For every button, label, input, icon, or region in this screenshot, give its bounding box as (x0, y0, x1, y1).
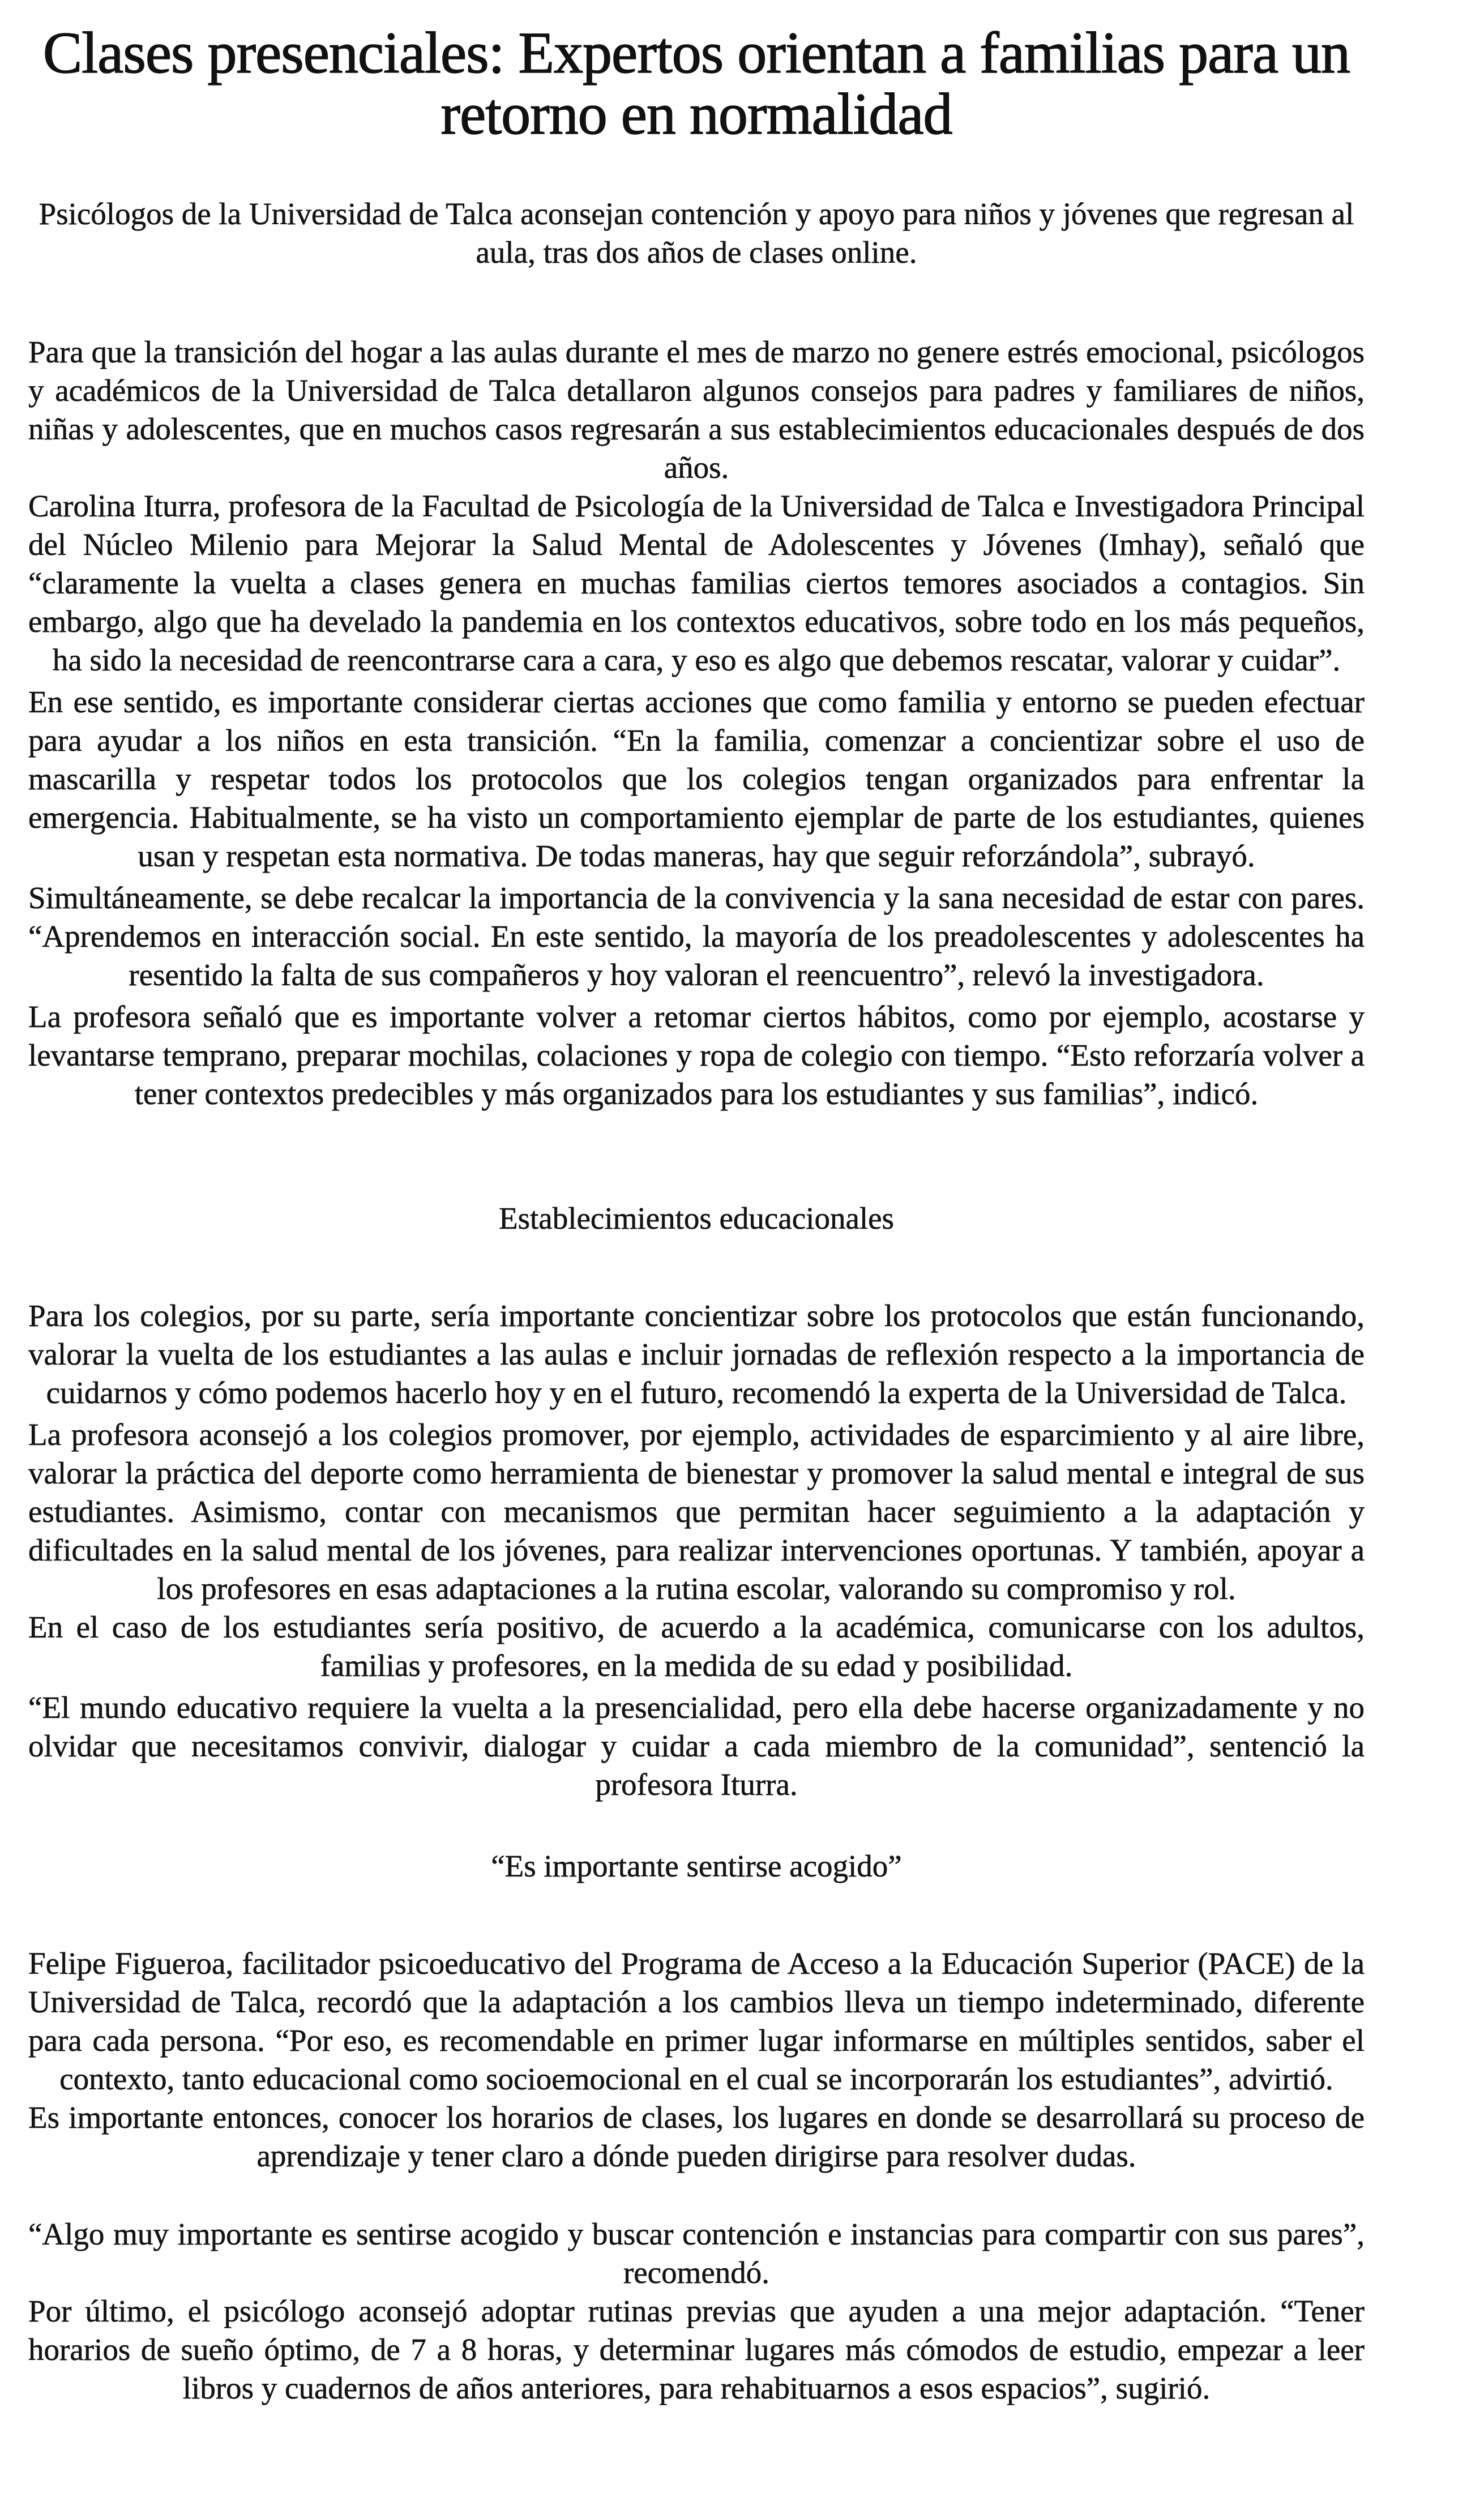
paragraph: Es importante entonces, conocer los horarios de clases, los lugares en donde se desarrollará su proceso de aprendizaje y tener claro a dónde pueden dirigirse para resolver dudas. (28, 2100, 1365, 2173)
article-lead: Psicólogos de la Universidad de Talca aconsejan contención y apoyo para niños y jóvenes que regresan al aula, tras dos años de clases online. (39, 196, 1354, 270)
paragraph: Felipe Figueroa, facilitador psicoeducativo del Programa de Acceso a la Educación Superior (PACE) de la Universidad de Talca, recordó que la adaptación a los cambios lleva un tiempo indeterminado, diferente para cada persona. “Por eso, es recomendable en primer lugar informarse en múltiples sentidos, saber el contexto, tanto educacional como socioemocional en el cual se incorporarán los estudiantes”, advirtió. (28, 1946, 1365, 2096)
paragraph: Simultáneamente, se debe recalcar la importancia de la convivencia y la sana necesidad de estar con pares. “Aprendemos en interacción social. En este sentido, la mayoría de los preadolescentes y adolescentes ha resentido la falta de sus compañeros y hoy valoran el reencuentro”, relevó la investigadora. (28, 880, 1365, 992)
paragraph: “Algo muy importante es sentirse acogido y buscar contención e instancias para compartir con sus pares”, recomendó. (28, 2217, 1365, 2290)
section-heading-establecimientos: Establecimientos educacionales (499, 1201, 894, 1235)
paragraph: Para los colegios, por su parte, sería importante concientizar sobre los protocolos que están funcionando, valorar la vuelta de los estudiantes a las aulas e incluir jornadas de reflexión respecto a la importancia de cuidarnos y cómo podemos hacerlo hoy y en el futuro, recomendó la experta de la Universidad de Talca. (28, 1298, 1365, 1410)
paragraph: La profesora señaló que es importante volver a retomar ciertos hábitos, como por ejemplo, acostarse y levantarse temprano, preparar mochilas, colaciones y ropa de colegio con tiempo. “Esto reforzaría volver a tener contextos predecibles y más organizados para los estudiantes y sus familias”, indicó. (28, 999, 1365, 1111)
section-establecimientos (28, 1297, 1365, 1804)
article-title: Clases presenciales: Expertos orientan a familias para un retorno en normalidad (42, 20, 1350, 147)
section-acogido (28, 1944, 1365, 2408)
paragraph: Carolina Iturra, profesora de la Facultad de Psicología de la Universidad de Talca e Investigadora Principal del Núcleo Milenio para Mejorar la Salud Mental de Adolescentes y Jóvenes (Imhay), señaló que “claramente la vuelta a clases genera en muchas familias ciertos temores asociados a contagios. Sin embargo, algo que ha develado la pandemia en los contextos educativos, sobre todo en los más pequeños, ha sido la necesidad de reencontrarse cara a cara, y eso es algo que debemos rescatar, valorar y cuidar”. (28, 489, 1365, 677)
paragraph: “El mundo educativo requiere la vuelta a la presencialidad, pero ella debe hacerse organizadamente y no olvidar que necesitamos convivir, dialogar y cuidar a cada miembro de la comunidad”, sentenció la profesora Iturra. (28, 1690, 1365, 1802)
paragraph: En ese sentido, es importante considerar ciertas acciones que como familia y entorno se pueden efectuar para ayudar a los niños en esta transición. “En la familia, comenzar a concientizar sobre el uso de mascarilla y respetar todos los protocolos que los colegios tengan organizados para enfrentar la emergencia. Habitualmente, se ha visto un comportamiento ejemplar de parte de los estudiantes, quienes usan y respetan esta normativa. De todas maneras, hay que seguir reforzándola”, subrayó. (28, 685, 1365, 873)
paragraph: En el caso de los estudiantes sería positivo, de acuerdo a la académica, comunicarse con los adultos, familias y profesores, en la medida de su edad y posibilidad. (28, 1610, 1365, 1683)
section-intro (28, 333, 1365, 1113)
section-heading-acogido: “Es importante sentirse acogido” (491, 1849, 902, 1883)
paragraph: Por último, el psicólogo aconsejó adoptar rutinas previas que ayuden a una mejor adaptación. “Tener horarios de sueño óptimo, de 7 a 8 horas, y determinar lugares más cómodos de estudio, empezar a leer libros y cuadernos de años anteriores, para rehabituarnos a esos espacios”, sugirió. (28, 2294, 1365, 2405)
paragraph: Para que la transición del hogar a las aulas durante el mes de marzo no genere estrés emocional, psicólogos y académicos de la Universidad de Talca detallaron algunos consejos para padres y familiares de niños, niñas y adolescentes, que en muchos casos regresarán a sus establecimientos educacionales después de dos años. (28, 335, 1365, 485)
article (28, 20, 1365, 2408)
paragraph: La profesora aconsejó a los colegios promover, por ejemplo, actividades de esparcimiento y al aire libre, valorar la práctica del deporte como herramienta de bienestar y promover la salud mental e integral de sus estudiantes. Asimismo, contar con mecanismos que permitan hacer seguimiento a la adaptación y dificultades en la salud mental de los jóvenes, para realizar intervenciones oportunas. Y también, apoyar a los profesores en esas adaptaciones a la rutina escolar, valorando su compromiso y rol. (28, 1417, 1365, 1606)
